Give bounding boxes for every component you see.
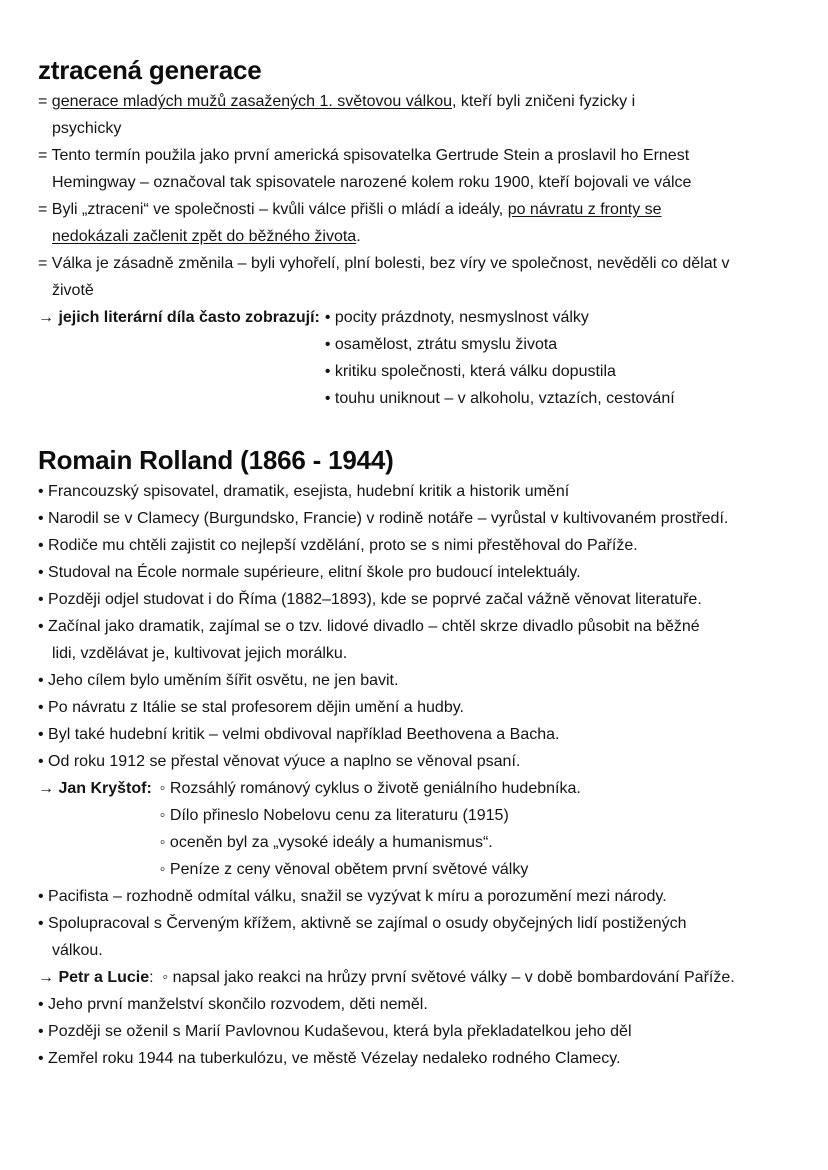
- jan-krystof-list: [160, 775, 581, 883]
- bullet-item: • Byl také hudební kritik – velmi obdivoval například Beethovena a Bacha.: [38, 726, 560, 743]
- bullet-item: • Později odjel studovat i do Říma (1882–1893), kde se poprvé začal vážně věnovat literatuře.: [38, 591, 702, 608]
- definition-item: [38, 88, 808, 142]
- colon: :: [149, 969, 154, 986]
- works-themes: [38, 304, 808, 412]
- sub-item: ◦ napsal jako reakci na hrůzy první světové války – v době bombardování Paříže.: [162, 969, 735, 986]
- sub-item: ◦ Rozsáhlý románový cyklus o životě geniálního hudebníka.: [159, 780, 581, 797]
- text: Válka je zásadně změnila – byli vyhořelí, plní bolesti, bez víry ve společnost, nevěděli co dělat v: [51, 255, 730, 272]
- continuation: lidi, vzdělávat je, kultivovat jejich morálku.: [52, 645, 348, 662]
- list-item: • osamělost, ztrátu smyslu života: [324, 336, 558, 353]
- text: Tento termín použila jako první americká spisovatelka Gertrude Stein a proslavil ho Ernest: [51, 147, 690, 164]
- equals-prefix: =: [38, 255, 52, 272]
- petr-a-lucie-block: [38, 964, 808, 991]
- continuation: Hemingway – označoval tak spisovatele narozené kolem roku 1900, kteří bojovali ve válce: [52, 174, 692, 191]
- section-title-lost-generation: ztracená generace: [38, 55, 262, 85]
- section-title-romain-rolland: Romain Rolland (1866 - 1944): [38, 445, 394, 475]
- petr-a-lucie-label: → Petr a Lucie: [38, 969, 150, 986]
- bullet-item: • Jeho první manželství skončilo rozvodem, děti neměl.: [38, 996, 428, 1013]
- works-list: [325, 304, 675, 412]
- equals-prefix: =: [38, 147, 52, 164]
- document-page: [38, 52, 808, 1072]
- definition-item: [38, 196, 808, 250]
- bullet-item: • Francouzský spisovatel, dramatik, esejista, hudební kritik a historik umění: [38, 483, 570, 500]
- list-item: • touhu uniknout – v alkoholu, vztazích, cestování: [324, 390, 675, 407]
- bullet-item: • Rodiče mu chtěli zajistit co nejlepší vzdělání, proto se s nimi přestěhoval do Paříže.: [38, 537, 638, 554]
- works-label: → jejich literární díla často zobrazují:: [38, 309, 320, 326]
- text: Byli „ztraceni“ ve společnosti – kvůli válce přišli o mládí a ideály,: [51, 201, 508, 218]
- bullet-item: • Pacifista – rozhodně odmítal válku, snažil se vyzývat k míru a porozumění mezi národy.: [38, 888, 667, 905]
- sub-item: ◦ Peníze z ceny věnoval obětem první světové války: [159, 861, 529, 878]
- definition-item: [38, 250, 808, 304]
- jan-krystof-label: → Jan Kryštof:: [38, 780, 152, 797]
- text: , kteří byli zničeni fyzicky i: [452, 93, 636, 110]
- underlined-text: generace mladých mužů zasažených 1. světovou válkou: [51, 93, 453, 110]
- bullet-item: • Studoval na École normale supérieure, elitní škole pro budoucí intelektuály.: [38, 564, 581, 581]
- equals-prefix: =: [38, 201, 52, 218]
- bullet-item: • Zemřel roku 1944 na tuberkulózu, ve městě Vézelay nedaleko rodného Clamecy.: [38, 1050, 621, 1067]
- continuation: životě: [52, 282, 94, 299]
- underlined-text: nedokázali začlenit zpět do běžného života: [52, 228, 357, 245]
- underlined-text: po návratu z fronty se: [507, 201, 662, 218]
- equals-prefix: =: [38, 93, 52, 110]
- text: .: [356, 228, 361, 245]
- bullet-item: • Později se oženil s Marií Pavlovnou Kudaševou, která byla překladatelkou jeho děl: [38, 1023, 632, 1040]
- list-item: • pocity prázdnoty, nesmyslnost války: [324, 309, 589, 326]
- bullet-item: • Jeho cílem bylo uměním šířit osvětu, ne jen bavit.: [38, 672, 399, 689]
- sub-item: ◦ oceněn byl za „vysoké ideály a humanismus“.: [159, 834, 493, 851]
- bullet-item: • Začínal jako dramatik, zajímal se o tzv. lidové divadlo – chtěl skrze divadlo působit na běžné: [38, 618, 700, 635]
- bullet-item: • Po návratu z Itálie se stal profesorem dějin umění a hudby.: [38, 699, 464, 716]
- continuation: válkou.: [52, 942, 103, 959]
- bullet-item: • Narodil se v Clamecy (Burgundsko, Francie) v rodině notáře – vyrůstal v kultivovaném prostředí.: [38, 510, 729, 527]
- continuation: psychicky: [52, 120, 122, 137]
- jan-krystof-block: [38, 775, 808, 883]
- list-item: • kritiku společnosti, která válku dopustila: [324, 363, 616, 380]
- sub-item: ◦ Dílo přineslo Nobelovu cenu za literaturu (1915): [159, 807, 509, 824]
- bullet-item: • Spolupracoval s Červeným křížem, aktivně se zajímal o osudy obyčejných lidí postižených: [38, 915, 687, 932]
- definition-item: [38, 142, 808, 196]
- bullet-item: • Od roku 1912 se přestal věnovat výuce a naplno se věnoval psaní.: [38, 753, 521, 770]
